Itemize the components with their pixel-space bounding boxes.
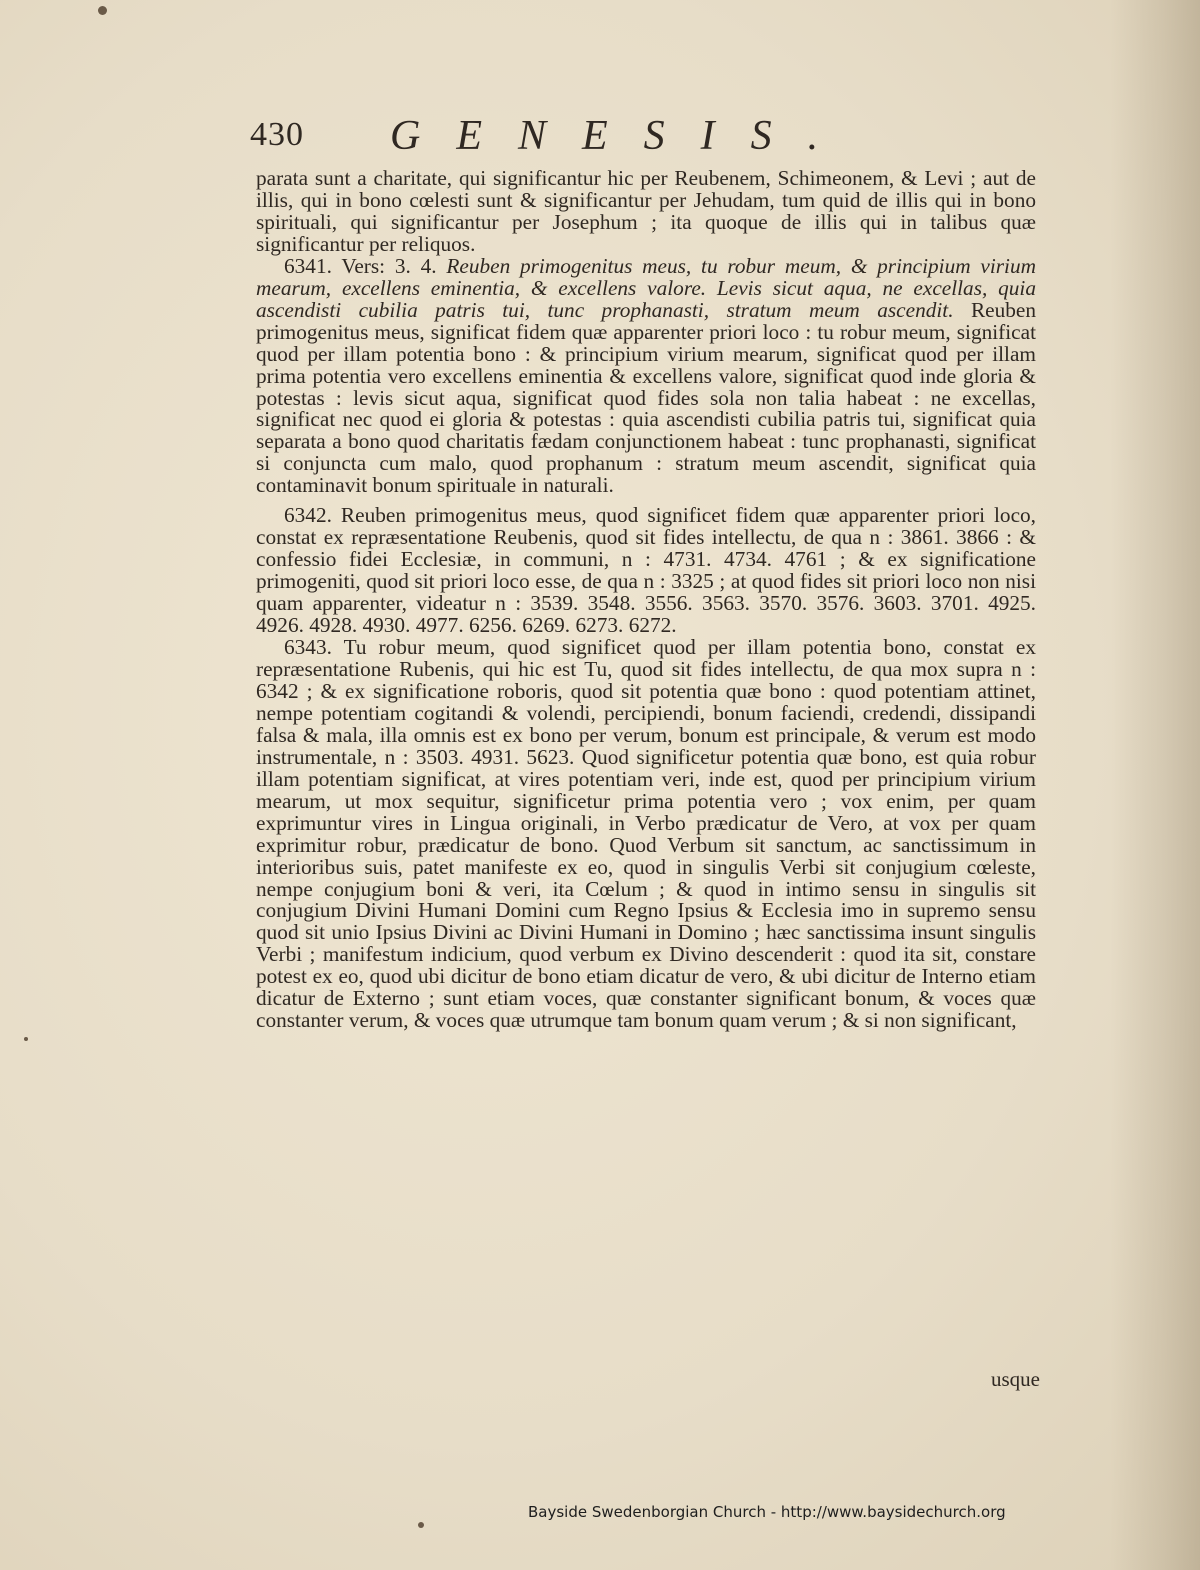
running-title: GENESIS.: [390, 113, 855, 159]
watermark: Bayside Swedenborgian Church - http://www.baysidechurch.org: [528, 1503, 1006, 1521]
ink-spot: [418, 1522, 424, 1528]
page-header: [250, 112, 1050, 168]
paragraph-6342: 6342. Reuben primogenitus meus, quod significet fidem quæ apparenter priori loco, constat ex repræsentatione Reubenis, quod sit fides intellectu, de qua n : 3861. 3866 : & confessio fidei Ecclesiæ, in communi, n : 4731. 4734. 4761 ; & ex significatione primogeniti, quod sit priori loco esse, de qua n : 3325 ; at quod fides sit priori loco non nisi quam apparenter, videatur n : 3539. 3548. 3556. 3563. 3570. 3576. 3603. 3701. 4925. 4926. 4928. 4930. 4977. 6256. 6269. 6273. 6272.: [256, 503, 1036, 638]
paragraph-6341: [256, 253, 1037, 498]
paragraph-body: Reuben primogenitus meus, significat fidem quæ apparenter priori loco : tu robur meum, significat quod per illam potentia bono : & principium virium mearum, significat quod per illam prima potentia vero excellens eminentia & excellens valore, significat quod inde gloria & potestas : levis sicut aqua, significat quod fides sola non talia habeat : ne excellas, significat nec quod ei gloria & potestas : quia ascendisti cubilia patris tui, significat quia separata a bono quod charitatis fædam conjunctionem habeat : tunc prophanasti, significat si conjuncta cum malo, quod prophanum : stratum meum ascendit, significat quia contaminavit bonum spirituale in naturali.: [256, 297, 1037, 498]
paragraph-6343: 6343. Tu robur meum, quod significet quod per illam potentia bono, constat ex repræsentatione Rubenis, qui hic est Tu, quod sit fides intellectu, de qua mox supra n : 6342 ; & ex significatione roboris, quod sit potentia quæ bono : quod potentiam attinet, nempe potentiam cogitandi & volendi, percipiendi, bonum faciendi, credendi, dissipandi falsa & mala, illa omnis est ex bono per verum, bonum est principale, & verum est modo instrumentale, n : 3503. 4931. 5623. Quod significetur potentia quæ bono, est quia robur illam potentiam significat, at vires potentiam veri, inde est, quod per principium virium mearum, ut mox sequitur, significetur prima potentia vero ; vox enim, per quam exprimuntur vires in Lingua originali, in Verbo prædicatur de Vero, at vox per quam exprimitur robur, prædicatur de bono. Quod Verbum sit sanctum, ac sanctissimum in interioribus suis, patet manifeste ex eo, quod in singulis Verbi sit conjugium cœleste, nempe conjugium boni & veri, ita Cœlum ; & quod in intimo sensu in singulis sit conjugium Divini Humani Domini cum Regno Ipsius & Ecclesia imo in supremo sensu quod sit unio Ipsius Divini ac Divini Humani in Domino ; hæc sanctissima insunt singulis Verbi ; manifestum indicium, quod verbum ex Divino descenderit : quod ita sit, constare potest ex eo, quod ubi dicitur de bono etiam dicatur de vero, & ubi dicitur de Interno etiam dicatur de Externo ; sunt etiam voces, quæ constanter significant bonum, & voces quæ constanter verum, & voces quæ utrumque tam bonum quam verum ; & si non significant,: [256, 635, 1036, 1033]
verse-reference: Vers: 3. 4.: [341, 253, 437, 278]
scripture-quote: Reuben primogenitus meus, tu robur meum, & principium virium mearum, excellens eminentia, & excellens valore. Levis sicut aqua, ne excellas, quia ascendisti cubilia patris tui, tunc prophanasti, stratum meum ascendit.: [256, 253, 1036, 322]
paragraph-number: 6341.: [284, 253, 332, 278]
body-text: [256, 168, 1036, 1032]
ink-spot: [24, 1037, 28, 1041]
catchword: usque: [991, 1367, 1040, 1391]
spine-shadow: [1110, 0, 1200, 1570]
ink-spot: [98, 6, 107, 15]
paragraph-continuation: parata sunt a charitate, qui significantur hic per Reubenem, Schimeonem, & Levi ; aut de illis, qui in bono cœlesti sunt & significantur per Jehudam, tum quid de illis qui in bono spirituali, qui significantur per Josephum ; ita quoque de illis qui in talibus quæ significantur per reliquos.: [256, 166, 1036, 256]
page-number: 430: [250, 116, 304, 153]
